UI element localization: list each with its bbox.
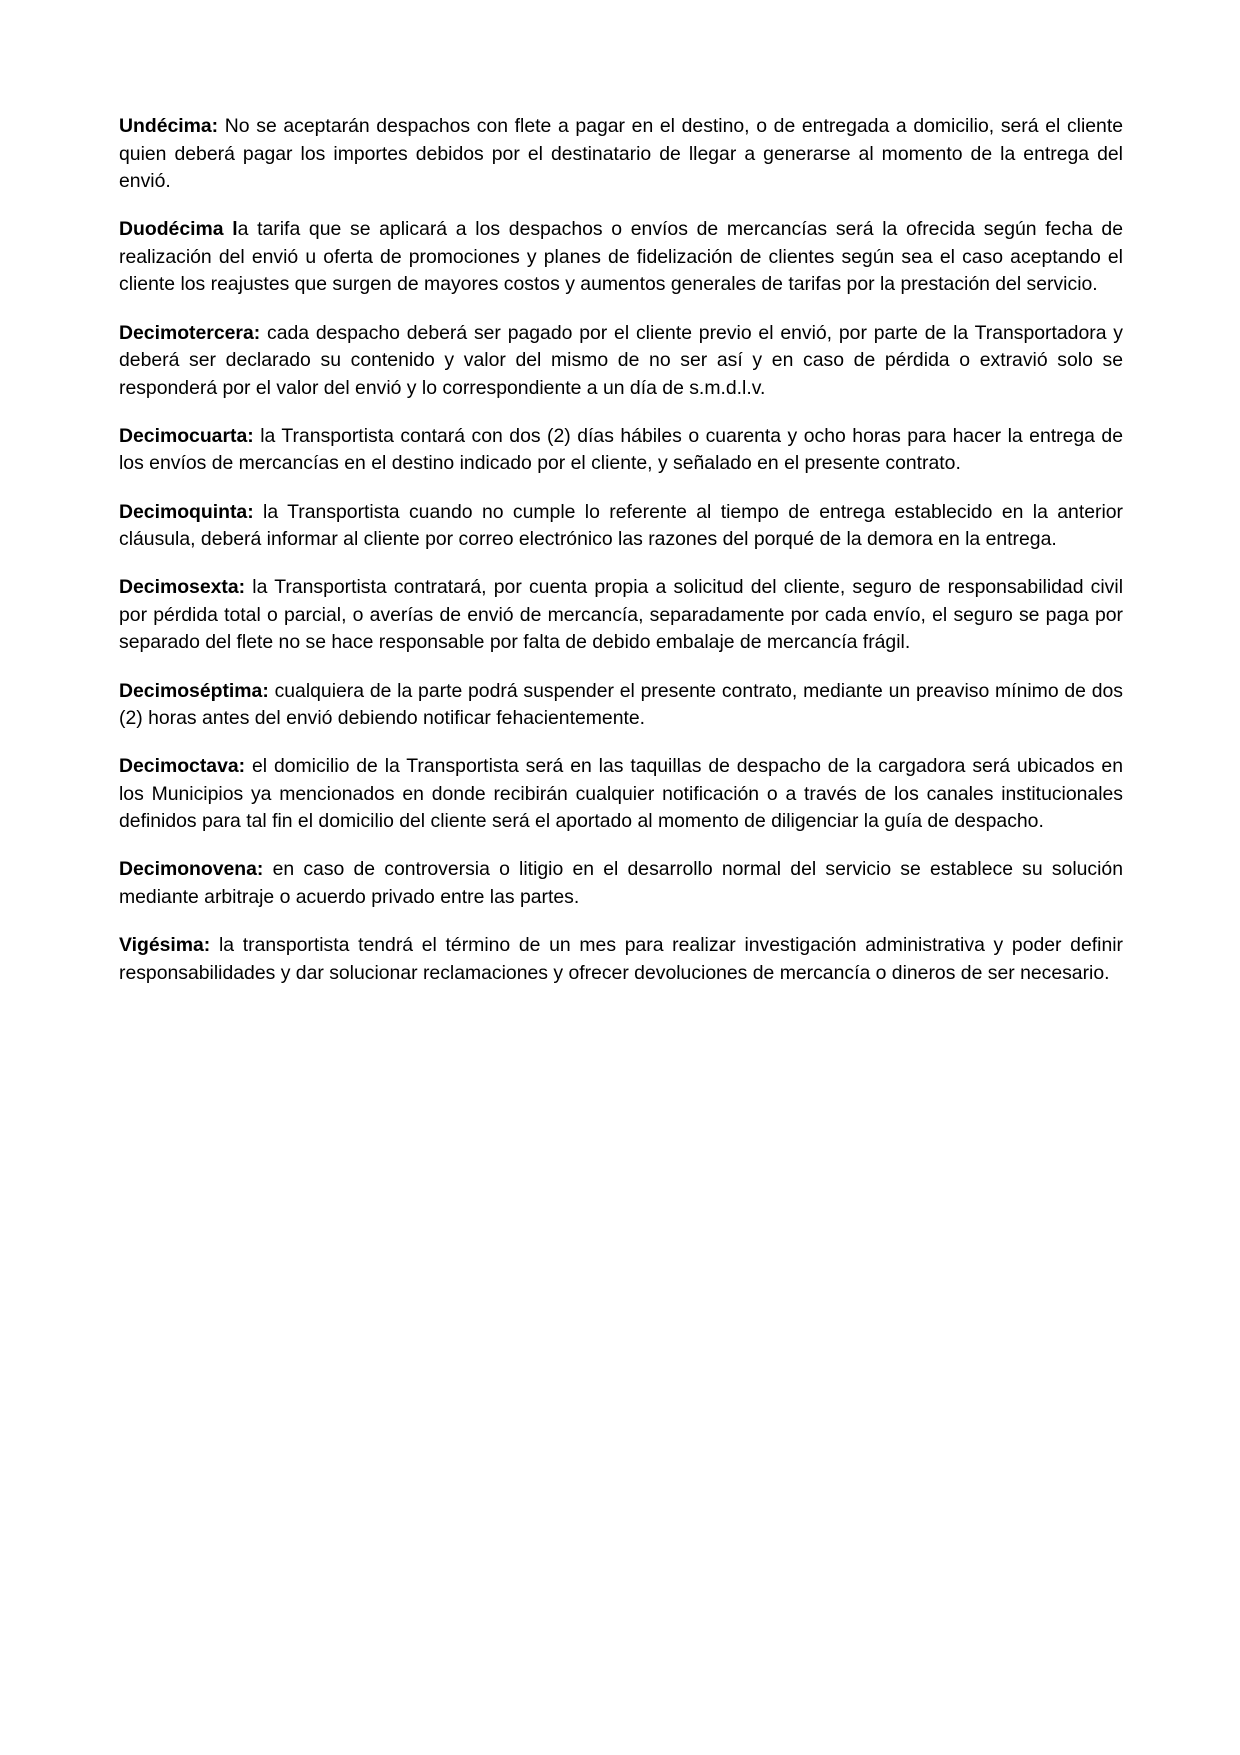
clause-text: cada despacho deberá ser pagado por el cliente previo el envió, por parte de la Transportadora y deberá ser declarado su contenido y valor del mismo de no ser así y en caso de pérdida o extravió solo se responderá por el valor del envió y lo correspondiente a un día de s.m.d.l.v. xyxy=(119,321,1123,399)
clause-heading: Undécima: xyxy=(119,115,219,137)
clause-text: cualquiera de la parte podrá suspender el presente contrato, mediante un preaviso mínimo de dos (2) horas antes del envió debiendo notificar fehacientemente. xyxy=(119,679,1123,730)
clause-heading: Decimoctava: xyxy=(119,755,246,778)
clause-undecima xyxy=(119,113,1123,196)
clause-heading: Vigésima: xyxy=(119,934,211,957)
clause-decimocuarta xyxy=(119,423,1123,478)
clause-heading: Decimonovena: xyxy=(119,858,264,881)
clause-duodecima xyxy=(119,216,1123,299)
clause-text: No se aceptarán despachos con flete a pagar en el destino, o de entregada a domicilio, será el cliente quien deberá pagar los importes debidos por el destinatario de llegar a generarse al momento de la entrega del envió. xyxy=(119,115,1123,193)
clause-heading: Duodécima l xyxy=(119,218,238,241)
clause-text: a tarifa que se aplicará a los despachos o envíos de mercancías será la ofrecida según fecha de realización del envió u oferta de promociones y planes de fidelización de clientes según sea el caso aceptando el cliente los reajustes que surgen de mayores costos y aumentos generales de tarifas por la prestación del servicio. xyxy=(119,218,1123,296)
clause-decimosexta xyxy=(119,574,1123,657)
clause-text: la Transportista contratará, por cuenta propia a solicitud del cliente, seguro de responsabilidad civil por pérdida total o parcial, o averías de envió de mercancía, separadamente por cada envío, el seguro se paga por separado del flete no se hace responsable por falta de debido embalaje de mercancía frágil. xyxy=(119,576,1123,654)
clause-vigesima xyxy=(119,932,1123,987)
clause-text: la transportista tendrá el término de un mes para realizar investigación administrativa y poder definir responsabilidades y dar solucionar reclamaciones y ofrecer devoluciones de mercancía o dineros de ser necesario. xyxy=(119,934,1123,984)
clause-heading: Decimotercera: xyxy=(119,321,261,344)
clause-heading: Decimoquinta: xyxy=(119,500,254,523)
clause-heading: Decimosexta: xyxy=(119,576,246,599)
clause-heading: Decimocuarta: xyxy=(119,424,254,447)
clause-decimoseptima xyxy=(119,678,1123,733)
clause-text: en caso de controversia o litigio en el desarrollo normal del servicio se establece su solución mediante arbitraje o acuerdo privado entre las partes. xyxy=(119,858,1123,909)
clause-text: el domicilio de la Transportista será en las taquillas de despacho de la cargadora será ubicados en los Municipios ya mencionados en donde recibirán cualquier notificación o a través de los canales institucionales definidos para tal fin el domicilio del cliente será el aportado al momento de diligenciar la guía de despacho. xyxy=(119,755,1123,833)
clause-text: la Transportista contará con dos (2) días hábiles o cuarenta y ocho horas para hacer la entrega de los envíos de mercancías en el destino indicado por el cliente, y señalado en el presente contrato. xyxy=(119,424,1123,475)
clause-decimoctava xyxy=(119,753,1123,836)
clause-text: la Transportista cuando no cumple lo referente al tiempo de entrega establecido en la anterior cláusula, deberá informar al cliente por correo electrónico las razones del porqué de la demora en la entrega. xyxy=(119,500,1123,551)
clause-decimoquinta xyxy=(119,499,1123,554)
clause-heading: Decimoséptima: xyxy=(119,679,269,702)
clause-decimonovena xyxy=(119,856,1123,911)
clause-decimotercera xyxy=(119,320,1123,403)
document-body xyxy=(119,113,1123,1008)
